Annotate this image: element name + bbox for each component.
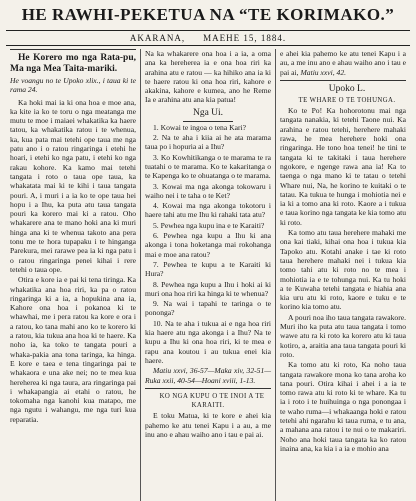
column-1 xyxy=(6,49,140,501)
question-item: 1. Kowai te ingoa o tena Kari? xyxy=(153,122,246,132)
dateline-date: MAEHE 15, 1884. xyxy=(203,33,287,43)
masthead-title: HE RAWHI-PEKETUA NA “TE KORIMAKO.” xyxy=(21,5,395,24)
question-item: 3. Kowai ma nga akonga tokowaru i waiho nei i te taha o te Ket? xyxy=(145,181,271,200)
question-item: 10. Na te aha i tukua ai e nga hoa riri kia haere atu nga akonga i a Ihu? Na te kupu a Ihu ki ona hoa riri, ki te mea e rapu ana koutou i au tukua enei kia haere. xyxy=(145,318,271,365)
divider xyxy=(183,121,233,122)
question-item: 3. Ko Kowhitikanga o te marama te ra tuatahi o te marama. Ko te kakaritanga o te Kapenga ko te ohuatanga o te marama. xyxy=(145,152,271,181)
chapter-title: Upoko L. xyxy=(328,83,366,94)
article-paragraph: Ka hoki mai ia ki ona hoa e moe ana, ka kite ia ko te toru o nga meatanga me mutu te moe i maiaei whakatika ka haere tatou, ka whakatika ratou i te whenua, ka, kua pata mai tetehi ope taua me nga patu ano i o ratou ringaringa i etehi he hoari, i etehi ko nga patu, i etehi ko nga rakau kohore. Ka kamo mai tetehi tangata i roto o taua ope taua, ka whakatata mai ki te kihi i taua tangata pouri. A, i muri i a ia ko te ope taua hei hopu i a Ihu, ka puta atu taua tangata pouri ka korero mai ki a ratou. Oho whakarere ana te mano hoki ana ki muri hinga ana ki te whenua takoto ana pera tonu me te hora tupapaku i te hinganga Parekura, mei rarawe pea ia ki nga patu i o ratou ringaringa penei kihai i rere tetehi o taua ope. xyxy=(10,97,136,274)
scripture-reference: Matiu xxvi, 42. xyxy=(300,67,347,77)
continued-text: e ahei kia pahemo ke atu tenei Kapu i a au, a me inu ano e ahau waiho ano i tau e pai ai, xyxy=(280,49,406,77)
article-paragraph: A pouri noa iho taua tangata rawakore. Muri iho ka puta atu taua tangata i tomo wawe atu ra ki roto ka korero atu ki taua kotiro, a, araitia ana taua tangata pouri ki roto. xyxy=(280,312,406,359)
question-item: 6. Pewhea nga kupu a Ihu ki ana akonga i tona hoketanga mai rokohanga mai e moe ana ratou? xyxy=(145,231,271,259)
article-subtitle: He voangu no te Upoko xlix., i taua ki te rama 24. xyxy=(10,76,136,95)
answer-heading: KO NGA KUPU O TE INOI A TE KARAITI. xyxy=(159,392,265,410)
section-heading xyxy=(145,108,271,122)
columns xyxy=(6,49,410,501)
column-3 xyxy=(275,49,410,501)
section-title: Nga Ui. xyxy=(192,107,224,118)
divider xyxy=(280,80,406,81)
question-item: 5. Pewhea nga kupu ina e te Karaiti? xyxy=(153,220,265,230)
chapter-subtitle: TE WHARE O TE TOHUNGA. xyxy=(298,96,396,104)
article-paragraph xyxy=(280,49,406,77)
column-2 xyxy=(140,49,275,501)
question-item: 4. Kowai ma nga akonga tokotoru i haere tahi atu me Ihu ki rahaki tata atu? xyxy=(145,201,271,220)
article-paragraph: Ko te Po! Ka hohorotonu mai nga tangata nanakia, ki tetehi Taone nui. Ka arahina e ratou tetehi, herehere mahaki rawa, he mea herehere hoki ona ringaringa. He tono hoa tenei! he tini te tangata ki te takitaki i taua herehere ngokore, e ngenge rawa ana ia! Ka to taenga o nga mano ki te tatau o tetehi Whare nui, Na, he korino te kuitaki o te tatau. Ka tukua te hunga i mohiotia nei e ia ki a tomo ana ki roto. Kaore a i tukua e taua korino nga tangata ke kia tomo atu ki roto. xyxy=(280,106,406,227)
article-paragraph: Na ka whakarere ona hoa i a ia, a oma ana ka hereherea ia e ona hoa riri ka arahina atu e ratou — ka hihiko ana ia ki te haere ratou ki ona hoa riri, kahore e akakina, kahore e kumea, ano he Reme Ia e arahina atu ana kia patua! xyxy=(145,49,271,105)
dateline xyxy=(6,30,410,46)
dateline-place: AKARANA, xyxy=(129,33,186,43)
answer-paragraph: E toku Matua, ki te kore e ahei kia pahemo ke atu tenei Kapu i a au, a me inu ano e ahau waiho ano i tau e pai ai. xyxy=(145,411,271,439)
scripture-references: Matiu xxvi, 36-57—Maka xiv, 32-51—Ruka xxii, 40-54—Hoani xviii, 1-13. xyxy=(145,366,271,385)
question-item: 7. Pewhea te kupu a te Karaiti ki Hura? xyxy=(145,259,271,279)
question-item: 9. Na wai i tapahi te taringa o te pononga? xyxy=(145,299,271,318)
article-title: He Korero mo nga Rata-pu, Ma nga Mea Taita-mariki. xyxy=(10,49,136,74)
question-item: 8. Pewhea nga kupu a Ihu i hoki ai ki muri ona hoa riri ka hinga ki te whenua? xyxy=(145,279,271,298)
question-item: 2. Na te aha i kiia ai he ata marama taua po i hopuria ai a Ihu? xyxy=(145,133,271,152)
divider xyxy=(145,388,271,389)
article-paragraph: Ka tomo atu ki roto, Ka noho taua tangata rawakore mona ko tana aroha ko tana pouri. Otira kihai i ahei i a ia te tomo rawa atu ki roto ki te whare. Ka tu ia i roto i te huihuinga o nga ponongaa i te waho ruma—i whakaanga hoki e ratou tetehi ahi ngarahu ki taua ruma, e tu ana, a mahana ana ratou i te nui o te makariri. Noho ana hoki taua tangata ka ko ratou inaina ana, ka kia i a ia e mohio ana xyxy=(280,360,406,453)
article-paragraph: Otira e kore ia e pai ki tena tiringa. Ka whakatika ana hoa riri, ka pa o ratou ringaringa ki a ia, a hopukina ana ia, Kahore ona hoa i pokanoa ki te whawhai, me i pera ratou ka kore e ora i a ratou, ko tana mahi ano ko te korero ki a ratou, kia tukua ana hoa ki te haere. Ka noho ia, ka toko te tangata pouri a whaka-pakia ana tona taringa, ka hinga. E kore e taea e tena tingaringa pai te whakaora e una ake nei; no te mea kua hereherea ki nga taura, ara ringaringa pai i whakapangia ai etahi o ratou, he tokomaha nga kanohi kua matapo, me nga ngutu i wahangu, me nga turi kua reparatia. xyxy=(10,275,136,424)
article-paragraph: Ka tomo atu taua herehere mahaki me ona kai tiaki, kihai ona hoa i tukua kia Tapoko atu. Kotahi anake i tae ki roto taua herehere mahaki nei i tukua kia tomo tahi atu ki roto no te mea i mohiotia ia e te tohunga nui. Ka tu hoki a te Kuwaha tetehi tangata e hiahia ana kia uru atu ki roto, kaore e tuku e te korino kia tomo atu. xyxy=(280,228,406,312)
